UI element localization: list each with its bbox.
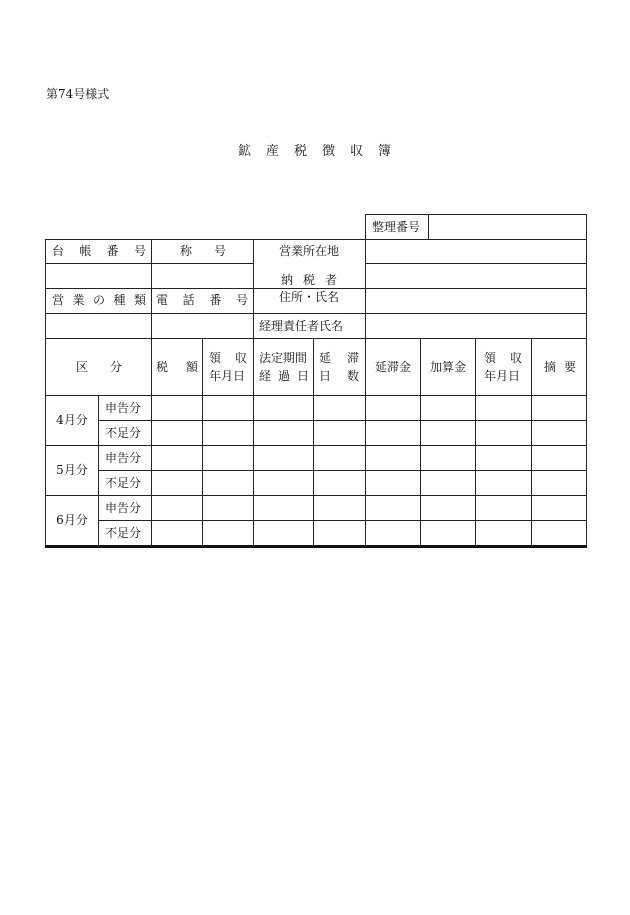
title-char: 産: [265, 144, 280, 159]
row-type-label: 不足分: [104, 526, 142, 540]
label-char: 経: [259, 369, 272, 383]
label-char: 摘: [544, 360, 557, 374]
month-label: 6月分: [56, 513, 88, 527]
office-location-label: 営業所在地: [278, 244, 340, 258]
label-char: 領: [209, 351, 222, 365]
label-char: 種: [113, 293, 126, 307]
label-char: 分: [109, 360, 122, 374]
label-char: 号: [213, 244, 226, 258]
title-char: 簿: [378, 144, 393, 159]
label-char: 帳: [79, 244, 92, 258]
taxpayer-label: [281, 274, 337, 286]
label-char: 収: [234, 351, 247, 365]
label-char: 類: [133, 293, 146, 307]
trade-name-label: [180, 245, 226, 257]
label-char: 税: [156, 360, 169, 374]
tax-amount-header: [156, 361, 198, 373]
row-type-label: 不足分: [104, 476, 142, 490]
header-line: [259, 367, 309, 385]
header-line: [209, 349, 247, 367]
label-char: 話: [182, 293, 195, 307]
title-char: 収: [350, 144, 365, 159]
label-char: 業: [72, 293, 85, 307]
accountant-name-label: 経理責任者氏名: [258, 319, 344, 333]
label-char: 日: [319, 369, 332, 383]
ledger-number-label: [52, 245, 146, 257]
label-char: 区: [76, 360, 89, 374]
label-char: 収: [509, 351, 522, 365]
form-number: 第74号様式: [46, 87, 110, 101]
reference-number-label: 整理番号: [371, 220, 421, 234]
header-line: 年月日: [484, 369, 521, 383]
month-label: 4月分: [56, 413, 88, 427]
label-char: 者: [324, 273, 337, 287]
header-line: [319, 349, 359, 367]
month-label: 5月分: [56, 463, 88, 477]
label-char: 過: [277, 369, 290, 383]
label-char: 台: [52, 244, 65, 258]
label-char: 号: [235, 293, 248, 307]
label-char: 税: [302, 273, 315, 287]
label-char: 額: [185, 360, 198, 374]
header-line: 法定期間: [259, 351, 308, 365]
label-char: 納: [281, 273, 294, 287]
title-char: 鉱: [237, 144, 252, 159]
label-char: 営: [52, 293, 65, 307]
statutory-period-header: [259, 349, 309, 385]
additional-tax-header: 加算金: [429, 360, 467, 374]
label-char: 領: [484, 351, 497, 365]
header-line: 年月日: [209, 369, 246, 383]
label-char: 番: [106, 244, 119, 258]
label-char: 称: [180, 244, 193, 258]
label-char: 滞: [346, 351, 359, 365]
label-char: 電: [156, 293, 169, 307]
header-line: [484, 349, 522, 367]
delay-days-header: [319, 349, 359, 385]
label-char: 数: [346, 369, 359, 383]
row-type-label: 申告分: [104, 501, 142, 515]
classification-header: [76, 361, 122, 373]
title-char: 徴: [322, 144, 337, 159]
label-char: 番: [209, 293, 222, 307]
label-char: 延: [319, 351, 332, 365]
label-char: 日: [296, 369, 309, 383]
receipt-date-header: [209, 349, 247, 385]
header-line: [319, 367, 359, 385]
label-char: 号: [133, 244, 146, 258]
row-type-label: 申告分: [104, 451, 142, 465]
row-type-label: 不足分: [104, 426, 142, 440]
address-name-label: 住所・氏名: [278, 290, 340, 304]
business-type-label: [52, 294, 146, 306]
title-char: 税: [293, 144, 308, 159]
row-type-label: 申告分: [104, 401, 142, 415]
label-char: 要: [563, 360, 576, 374]
delinquency-charge-header: 延滞金: [374, 360, 412, 374]
phone-number-label: [156, 294, 248, 306]
label-char: の: [92, 293, 105, 307]
receipt-date-header-2: [484, 349, 522, 385]
summary-header: [544, 361, 576, 373]
